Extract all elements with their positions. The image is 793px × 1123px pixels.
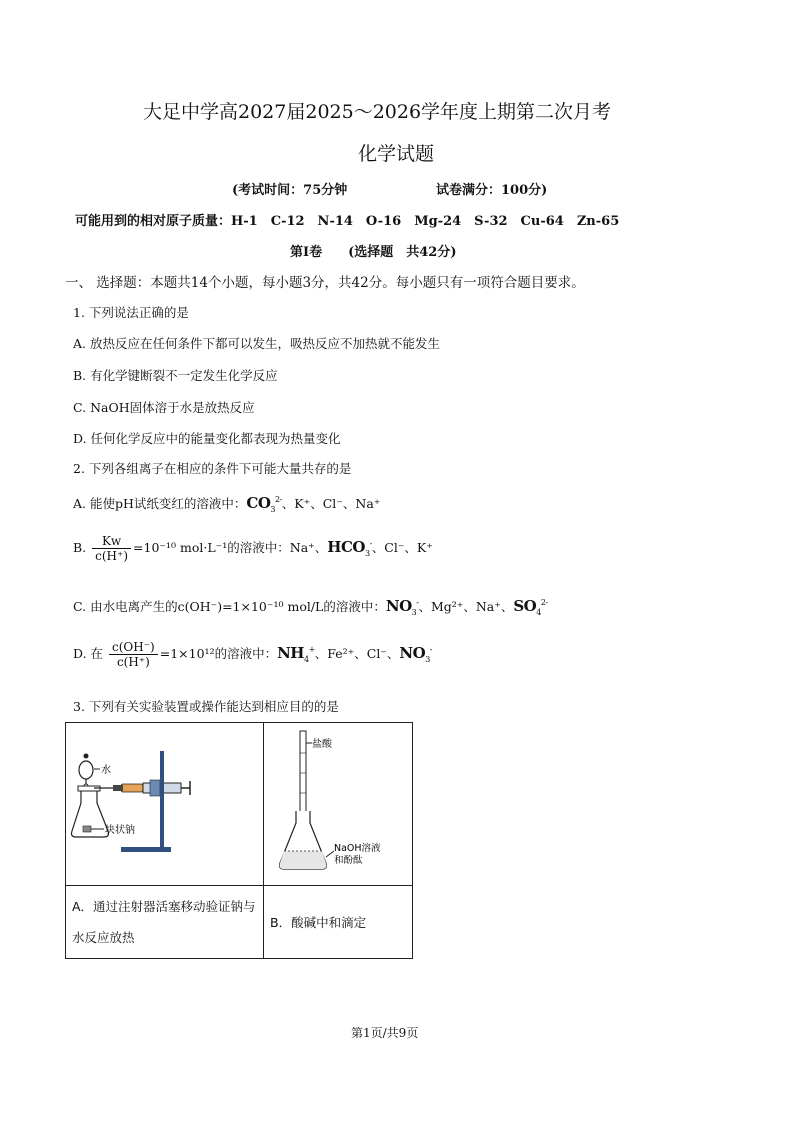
q2-a-suffix: 、K⁺、Cl⁻、Na⁺ <box>281 496 381 511</box>
kw-numerator: Kw <box>92 534 131 549</box>
q2-b-suffix: 、Cl⁻、K⁺ <box>371 540 433 555</box>
page-number: 第1页/共9页 <box>351 1026 419 1040</box>
exam-time: (考试时间：75分钟 <box>232 183 348 198</box>
q2-stem: 2. 下列各组离子在相应的条件下可能大量共存的是 <box>73 461 352 476</box>
experiment-table <box>65 722 413 959</box>
oh-h-fraction <box>109 640 158 669</box>
q2-option-d <box>73 640 432 669</box>
q1-option-b: B. 有化学键断裂不一定发生化学反应 <box>73 368 278 383</box>
nitrate-formula-c: NO <box>385 597 412 615</box>
bicarbonate-formula: HCO <box>327 538 365 556</box>
q2-d-condition: =1×10¹²的溶液中： <box>159 646 278 661</box>
figure-b-cell <box>264 723 413 886</box>
h-denominator: c(H⁺) <box>116 655 150 669</box>
ammonium-formula: NH <box>277 644 304 662</box>
q2-option-a <box>73 494 380 514</box>
kw-fraction <box>92 534 131 563</box>
carbonate-ion: $CO_3^{2-}$ <box>246 494 282 514</box>
titration-figure <box>264 723 412 881</box>
volume-heading: 第Ⅰ卷 (选择题 共42分) <box>290 245 457 260</box>
q2-d-prefix: D. 在 <box>73 646 104 661</box>
sulfate-formula: SO <box>513 597 537 615</box>
q2-d-middle: 、Fe²⁺、Cl⁻、 <box>314 646 400 661</box>
bicarbonate-ion: $HCO_3^-$ <box>327 538 372 558</box>
option-a-cell <box>66 886 264 959</box>
full-score: 试卷满分：100分) <box>436 183 548 198</box>
figure-a-cell <box>66 723 264 886</box>
sulfate-ion: $SO_4^{2-}$ <box>513 597 548 617</box>
q2-b-prefix: B. <box>73 540 87 555</box>
nitrate-formula-d: NO <box>399 644 426 662</box>
q1-option-d: D. 任何化学反应中的能量变化都表现为热量变化 <box>73 431 341 446</box>
nitrate-ion-d: $NO_3^-$ <box>399 644 432 664</box>
phenolphthalein-label: 和酚酞 <box>334 855 363 866</box>
q2-option-c <box>73 597 548 617</box>
option-b-cell <box>264 886 413 959</box>
oh-numerator: c(OH⁻) <box>109 640 158 655</box>
q1-option-c: C. NaOH固体溶于水是放热反应 <box>73 400 255 415</box>
sodium-label: 块状钠 <box>105 825 135 836</box>
q1-option-a: A. 放热反应在任何条件下都可以发生，吸热反应不加热就不能发生 <box>73 336 440 351</box>
exam-title: 大足中学高2027届2025～2026学年度上期第二次月考 <box>143 101 612 123</box>
sodium-water-apparatus-figure <box>66 723 263 881</box>
q2-c-middle: 、Mg²⁺、Na⁺、 <box>418 599 514 614</box>
q3-option-a: A．通过注射器活塞移动验证钠与水反应放热 <box>72 899 256 945</box>
atomic-masses: 可能用到的相对原子质量：H-1 C-12 N-14 O-16 Mg-24 S-32 Cu-64 Zn-65 <box>75 214 620 229</box>
acid-label: 盐酸 <box>312 739 332 750</box>
ammonium-ion: $NH_4^+$ <box>277 644 315 664</box>
q3-stem: 3. 下列有关实验装置或操作能达到相应目的的是 <box>73 699 339 714</box>
q1-stem: 1. 下列说法正确的是 <box>73 305 189 320</box>
naoh-label: NaOH溶液 <box>334 843 381 854</box>
nitrate-ion: $NO_3^-$ <box>385 597 419 617</box>
q3-option-b: B．酸碱中和滴定 <box>270 914 367 930</box>
kw-denominator: c(H⁺) <box>95 549 129 563</box>
q2-c-prefix: C. 由水电离产生的c(OH⁻)=1×10⁻¹⁰ mol/L的溶液中： <box>73 599 386 614</box>
section-instruction: 一、 选择题：本题共14个小题，每小题3分，共42分。每小题只有一项符合题目要求。 <box>65 275 585 291</box>
water-label: 水 <box>101 765 111 776</box>
q2-a-prefix: A. 能使pH试纸变红的溶液中： <box>73 496 247 511</box>
carbonate-formula: CO <box>246 494 271 512</box>
q2-option-b <box>73 534 433 563</box>
q2-b-condition: =10⁻¹⁰ mol·L⁻¹的溶液中：Na⁺、 <box>133 540 328 555</box>
subject-title: 化学试题 <box>358 143 435 165</box>
